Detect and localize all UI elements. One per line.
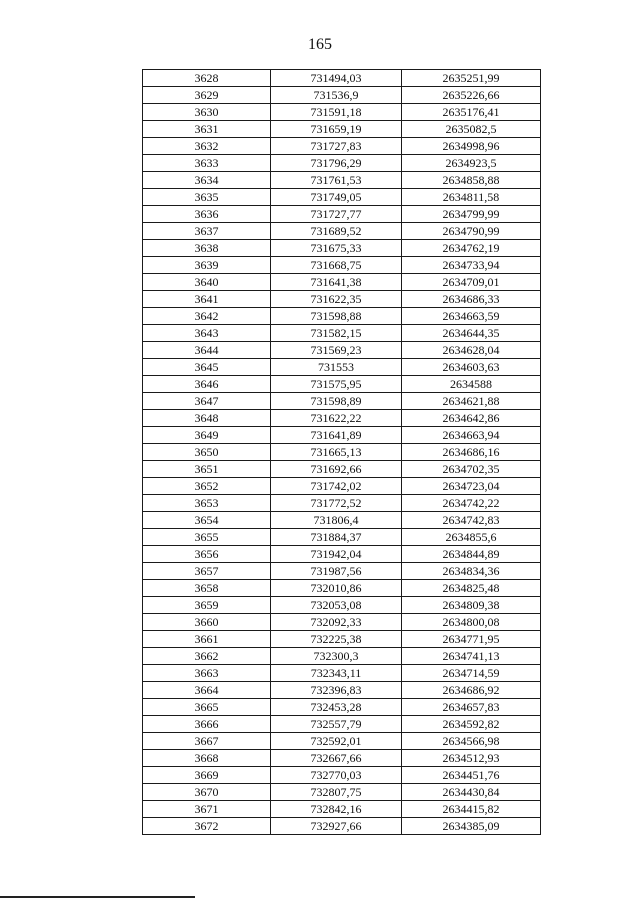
table-row bbox=[143, 172, 541, 189]
y-coordinate-cell: 2634663,59 bbox=[402, 308, 541, 325]
y-coordinate-cell: 2634385,09 bbox=[402, 818, 541, 835]
x-coordinate-cell: 731641,89 bbox=[271, 427, 402, 444]
point-number-cell: 3641 bbox=[143, 291, 271, 308]
table-row bbox=[143, 376, 541, 393]
y-coordinate-cell: 2634628,04 bbox=[402, 342, 541, 359]
table-row bbox=[143, 393, 541, 410]
x-coordinate-cell: 731659,19 bbox=[271, 121, 402, 138]
table-row bbox=[143, 121, 541, 138]
table-row bbox=[143, 325, 541, 342]
x-coordinate-cell: 732343,11 bbox=[271, 665, 402, 682]
y-coordinate-cell: 2634825,48 bbox=[402, 580, 541, 597]
y-coordinate-cell: 2634686,92 bbox=[402, 682, 541, 699]
point-number-cell: 3660 bbox=[143, 614, 271, 631]
table-row bbox=[143, 410, 541, 427]
x-coordinate-cell: 732807,75 bbox=[271, 784, 402, 801]
y-coordinate-cell: 2635176,41 bbox=[402, 104, 541, 121]
x-coordinate-cell: 731796,29 bbox=[271, 155, 402, 172]
point-number-cell: 3646 bbox=[143, 376, 271, 393]
point-number-cell: 3659 bbox=[143, 597, 271, 614]
x-coordinate-cell: 732225,38 bbox=[271, 631, 402, 648]
point-number-cell: 3654 bbox=[143, 512, 271, 529]
y-coordinate-cell: 2634714,59 bbox=[402, 665, 541, 682]
point-number-cell: 3667 bbox=[143, 733, 271, 750]
table-row bbox=[143, 818, 541, 835]
point-number-cell: 3639 bbox=[143, 257, 271, 274]
table-row bbox=[143, 682, 541, 699]
y-coordinate-cell: 2634858,88 bbox=[402, 172, 541, 189]
table-row bbox=[143, 308, 541, 325]
point-number-cell: 3664 bbox=[143, 682, 271, 699]
y-coordinate-cell: 2634800,08 bbox=[402, 614, 541, 631]
point-number-cell: 3668 bbox=[143, 750, 271, 767]
y-coordinate-cell: 2634644,35 bbox=[402, 325, 541, 342]
x-coordinate-cell: 731987,56 bbox=[271, 563, 402, 580]
table-row bbox=[143, 529, 541, 546]
point-number-cell: 3644 bbox=[143, 342, 271, 359]
table-row bbox=[143, 699, 541, 716]
point-number-cell: 3638 bbox=[143, 240, 271, 257]
x-coordinate-cell: 731598,89 bbox=[271, 393, 402, 410]
point-number-cell: 3637 bbox=[143, 223, 271, 240]
point-number-cell: 3632 bbox=[143, 138, 271, 155]
y-coordinate-cell: 2634811,58 bbox=[402, 189, 541, 206]
x-coordinate-cell: 732770,03 bbox=[271, 767, 402, 784]
y-coordinate-cell: 2634790,99 bbox=[402, 223, 541, 240]
table-row bbox=[143, 257, 541, 274]
y-coordinate-cell: 2634657,83 bbox=[402, 699, 541, 716]
point-number-cell: 3655 bbox=[143, 529, 271, 546]
point-number-cell: 3661 bbox=[143, 631, 271, 648]
table-row bbox=[143, 359, 541, 376]
table-row bbox=[143, 274, 541, 291]
y-coordinate-cell: 2634771,95 bbox=[402, 631, 541, 648]
table-row bbox=[143, 631, 541, 648]
x-coordinate-cell: 732667,66 bbox=[271, 750, 402, 767]
page-number: 165 bbox=[308, 36, 332, 53]
point-number-cell: 3635 bbox=[143, 189, 271, 206]
table-row bbox=[143, 801, 541, 818]
y-coordinate-cell: 2634855,6 bbox=[402, 529, 541, 546]
x-coordinate-cell: 731641,38 bbox=[271, 274, 402, 291]
point-number-cell: 3663 bbox=[143, 665, 271, 682]
table-row bbox=[143, 189, 541, 206]
table-row bbox=[143, 478, 541, 495]
x-coordinate-cell: 731622,22 bbox=[271, 410, 402, 427]
point-number-cell: 3662 bbox=[143, 648, 271, 665]
table-row bbox=[143, 767, 541, 784]
point-number-cell: 3645 bbox=[143, 359, 271, 376]
coordinates-table bbox=[142, 69, 541, 835]
x-coordinate-cell: 731582,15 bbox=[271, 325, 402, 342]
y-coordinate-cell: 2634741,13 bbox=[402, 648, 541, 665]
table-row bbox=[143, 70, 541, 87]
table-row bbox=[143, 495, 541, 512]
x-coordinate-cell: 731553 bbox=[271, 359, 402, 376]
coordinates-table-body bbox=[143, 70, 541, 835]
point-number-cell: 3670 bbox=[143, 784, 271, 801]
table-row bbox=[143, 206, 541, 223]
x-coordinate-cell: 732053,08 bbox=[271, 597, 402, 614]
y-coordinate-cell: 2635082,5 bbox=[402, 121, 541, 138]
x-coordinate-cell: 732842,16 bbox=[271, 801, 402, 818]
point-number-cell: 3648 bbox=[143, 410, 271, 427]
point-number-cell: 3653 bbox=[143, 495, 271, 512]
point-number-cell: 3633 bbox=[143, 155, 271, 172]
x-coordinate-cell: 731668,75 bbox=[271, 257, 402, 274]
table-row bbox=[143, 104, 541, 121]
y-coordinate-cell: 2634566,98 bbox=[402, 733, 541, 750]
table-row bbox=[143, 563, 541, 580]
y-coordinate-cell: 2634844,89 bbox=[402, 546, 541, 563]
x-coordinate-cell: 732092,33 bbox=[271, 614, 402, 631]
y-coordinate-cell: 2634642,86 bbox=[402, 410, 541, 427]
y-coordinate-cell: 2634588 bbox=[402, 376, 541, 393]
x-coordinate-cell: 731884,37 bbox=[271, 529, 402, 546]
table-row bbox=[143, 784, 541, 801]
point-number-cell: 3666 bbox=[143, 716, 271, 733]
table-row bbox=[143, 223, 541, 240]
x-coordinate-cell: 731665,13 bbox=[271, 444, 402, 461]
point-number-cell: 3647 bbox=[143, 393, 271, 410]
x-coordinate-cell: 732453,28 bbox=[271, 699, 402, 716]
table-row bbox=[143, 87, 541, 104]
point-number-cell: 3636 bbox=[143, 206, 271, 223]
y-coordinate-cell: 2634762,19 bbox=[402, 240, 541, 257]
table-row bbox=[143, 716, 541, 733]
point-number-cell: 3631 bbox=[143, 121, 271, 138]
point-number-cell: 3656 bbox=[143, 546, 271, 563]
x-coordinate-cell: 732396,83 bbox=[271, 682, 402, 699]
point-number-cell: 3651 bbox=[143, 461, 271, 478]
table-row bbox=[143, 240, 541, 257]
y-coordinate-cell: 2634451,76 bbox=[402, 767, 541, 784]
x-coordinate-cell: 732592,01 bbox=[271, 733, 402, 750]
x-coordinate-cell: 731749,05 bbox=[271, 189, 402, 206]
y-coordinate-cell: 2634709,01 bbox=[402, 274, 541, 291]
x-coordinate-cell: 731569,23 bbox=[271, 342, 402, 359]
table-row bbox=[143, 461, 541, 478]
x-coordinate-cell: 731494,03 bbox=[271, 70, 402, 87]
point-number-cell: 3671 bbox=[143, 801, 271, 818]
x-coordinate-cell: 731806,4 bbox=[271, 512, 402, 529]
y-coordinate-cell: 2634799,99 bbox=[402, 206, 541, 223]
table-row bbox=[143, 512, 541, 529]
table-row bbox=[143, 648, 541, 665]
table-row bbox=[143, 750, 541, 767]
y-coordinate-cell: 2634512,93 bbox=[402, 750, 541, 767]
x-coordinate-cell: 732010,86 bbox=[271, 580, 402, 597]
table-row bbox=[143, 546, 541, 563]
point-number-cell: 3629 bbox=[143, 87, 271, 104]
x-coordinate-cell: 731689,52 bbox=[271, 223, 402, 240]
point-number-cell: 3649 bbox=[143, 427, 271, 444]
table-row bbox=[143, 580, 541, 597]
y-coordinate-cell: 2634809,38 bbox=[402, 597, 541, 614]
x-coordinate-cell: 731727,77 bbox=[271, 206, 402, 223]
y-coordinate-cell: 2635226,66 bbox=[402, 87, 541, 104]
y-coordinate-cell: 2634592,82 bbox=[402, 716, 541, 733]
table-row bbox=[143, 427, 541, 444]
table-row bbox=[143, 444, 541, 461]
y-coordinate-cell: 2634998,96 bbox=[402, 138, 541, 155]
y-coordinate-cell: 2634733,94 bbox=[402, 257, 541, 274]
x-coordinate-cell: 732927,66 bbox=[271, 818, 402, 835]
x-coordinate-cell: 731942,04 bbox=[271, 546, 402, 563]
point-number-cell: 3628 bbox=[143, 70, 271, 87]
y-coordinate-cell: 2634415,82 bbox=[402, 801, 541, 818]
x-coordinate-cell: 731772,52 bbox=[271, 495, 402, 512]
y-coordinate-cell: 2634742,22 bbox=[402, 495, 541, 512]
x-coordinate-cell: 731591,18 bbox=[271, 104, 402, 121]
point-number-cell: 3640 bbox=[143, 274, 271, 291]
x-coordinate-cell: 731761,53 bbox=[271, 172, 402, 189]
y-coordinate-cell: 2634663,94 bbox=[402, 427, 541, 444]
x-coordinate-cell: 732557,79 bbox=[271, 716, 402, 733]
x-coordinate-cell: 732300,3 bbox=[271, 648, 402, 665]
y-coordinate-cell: 2634723,04 bbox=[402, 478, 541, 495]
x-coordinate-cell: 731675,33 bbox=[271, 240, 402, 257]
y-coordinate-cell: 2634742,83 bbox=[402, 512, 541, 529]
x-coordinate-cell: 731598,88 bbox=[271, 308, 402, 325]
point-number-cell: 3634 bbox=[143, 172, 271, 189]
point-number-cell: 3669 bbox=[143, 767, 271, 784]
point-number-cell: 3643 bbox=[143, 325, 271, 342]
point-number-cell: 3657 bbox=[143, 563, 271, 580]
x-coordinate-cell: 731536,9 bbox=[271, 87, 402, 104]
x-coordinate-cell: 731742,02 bbox=[271, 478, 402, 495]
y-coordinate-cell: 2634603,63 bbox=[402, 359, 541, 376]
y-coordinate-cell: 2634686,16 bbox=[402, 444, 541, 461]
bottom-rule bbox=[0, 896, 195, 898]
table-row bbox=[143, 733, 541, 750]
table-row bbox=[143, 665, 541, 682]
table-row bbox=[143, 597, 541, 614]
point-number-cell: 3672 bbox=[143, 818, 271, 835]
y-coordinate-cell: 2634686,33 bbox=[402, 291, 541, 308]
y-coordinate-cell: 2634430,84 bbox=[402, 784, 541, 801]
table-row bbox=[143, 138, 541, 155]
point-number-cell: 3658 bbox=[143, 580, 271, 597]
x-coordinate-cell: 731692,66 bbox=[271, 461, 402, 478]
y-coordinate-cell: 2634834,36 bbox=[402, 563, 541, 580]
point-number-cell: 3642 bbox=[143, 308, 271, 325]
point-number-cell: 3630 bbox=[143, 104, 271, 121]
table-row bbox=[143, 291, 541, 308]
table-row bbox=[143, 342, 541, 359]
point-number-cell: 3665 bbox=[143, 699, 271, 716]
point-number-cell: 3652 bbox=[143, 478, 271, 495]
x-coordinate-cell: 731727,83 bbox=[271, 138, 402, 155]
point-number-cell: 3650 bbox=[143, 444, 271, 461]
y-coordinate-cell: 2634923,5 bbox=[402, 155, 541, 172]
y-coordinate-cell: 2634702,35 bbox=[402, 461, 541, 478]
x-coordinate-cell: 731575,95 bbox=[271, 376, 402, 393]
x-coordinate-cell: 731622,35 bbox=[271, 291, 402, 308]
y-coordinate-cell: 2635251,99 bbox=[402, 70, 541, 87]
y-coordinate-cell: 2634621,88 bbox=[402, 393, 541, 410]
table-row bbox=[143, 614, 541, 631]
table-row bbox=[143, 155, 541, 172]
